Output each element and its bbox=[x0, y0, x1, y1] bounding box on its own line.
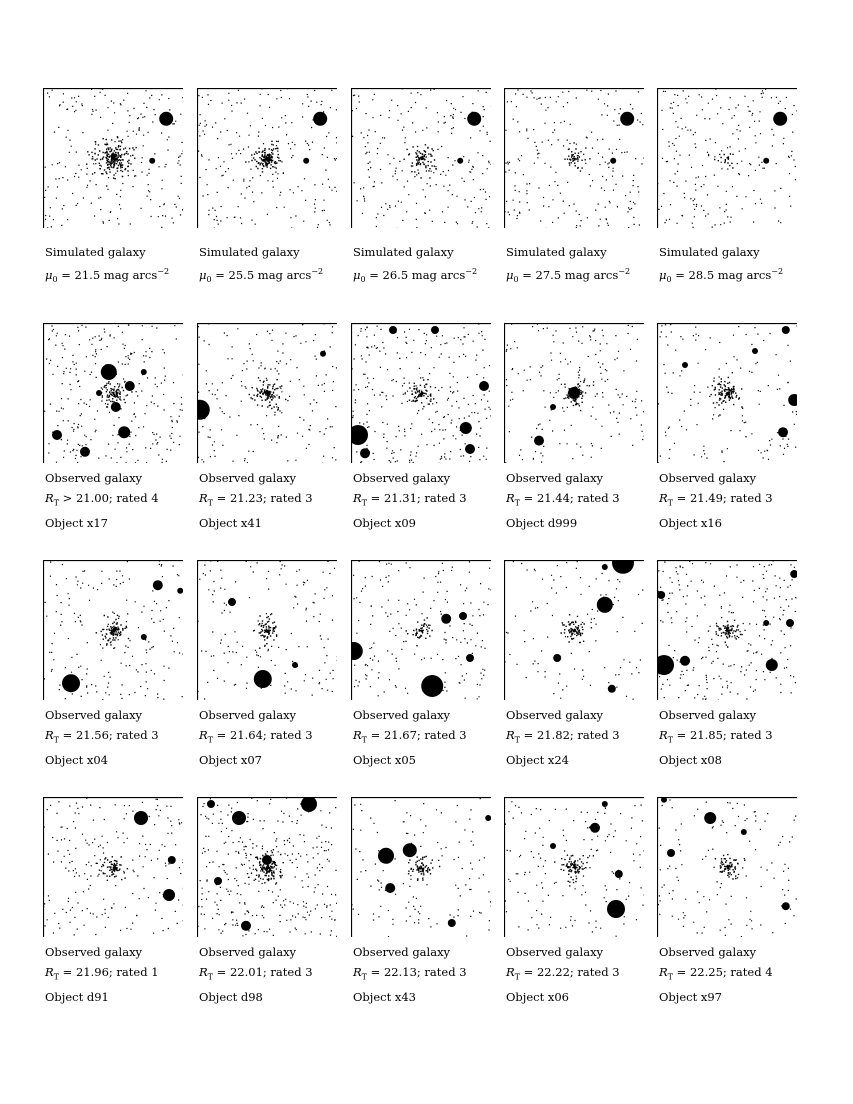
star-4 bbox=[479, 381, 489, 391]
star-2 bbox=[320, 351, 326, 357]
galaxy-image bbox=[197, 560, 337, 700]
caption-object-id: Object x09 bbox=[353, 516, 416, 531]
caption-value: $R_T = 22.22$; rated 3 bbox=[506, 965, 620, 982]
caption-label: Observed galaxy bbox=[659, 945, 757, 959]
caption-object-id: Object x43 bbox=[353, 990, 416, 1005]
panel-image bbox=[43, 323, 183, 463]
caption-value: $\mu_0 = 28.5$ mag arcs$^{-2}$ bbox=[659, 267, 784, 285]
caption-object-id: Object x07 bbox=[199, 753, 262, 768]
star-5 bbox=[465, 444, 475, 454]
caption-label: Observed galaxy bbox=[659, 708, 757, 722]
star-1 bbox=[159, 112, 173, 126]
caption-object-id: Object x08 bbox=[659, 753, 722, 768]
panel-caption bbox=[659, 705, 809, 770]
star-2 bbox=[228, 598, 236, 606]
panel-caption bbox=[506, 242, 656, 290]
caption-label: Observed galaxy bbox=[45, 945, 143, 959]
caption-value: $R_T = 21.85$; rated 3 bbox=[659, 728, 773, 745]
galaxy-image bbox=[43, 797, 183, 937]
galaxy-image bbox=[43, 323, 183, 463]
panel-image bbox=[197, 797, 337, 937]
caption-label: Observed galaxy bbox=[659, 471, 757, 485]
star-3 bbox=[550, 404, 556, 410]
star-1 bbox=[254, 670, 272, 688]
star-3 bbox=[782, 902, 790, 910]
caption-label: Simulated galaxy bbox=[506, 245, 607, 259]
galaxy-image bbox=[197, 797, 337, 937]
galaxy-image bbox=[351, 797, 491, 937]
panel-caption bbox=[659, 242, 809, 290]
galaxy-image bbox=[657, 797, 797, 937]
panel-caption bbox=[45, 468, 195, 533]
caption-label: Observed galaxy bbox=[353, 945, 451, 959]
caption-label: Observed galaxy bbox=[199, 471, 297, 485]
caption-object-id: Object d91 bbox=[45, 990, 109, 1005]
caption-label: Observed galaxy bbox=[506, 471, 604, 485]
star-3 bbox=[766, 659, 778, 671]
panel-caption bbox=[506, 942, 656, 1007]
panel-caption bbox=[45, 705, 195, 770]
galaxy-image bbox=[351, 323, 491, 463]
caption-value: $R_T = 21.44$; rated 3 bbox=[506, 491, 620, 508]
caption-object-id: Object x16 bbox=[659, 516, 722, 531]
panel-caption bbox=[353, 468, 503, 533]
star-2 bbox=[680, 656, 690, 666]
star-1 bbox=[597, 597, 613, 613]
caption-value: $R_T = 21.49$; rated 3 bbox=[659, 491, 773, 508]
caption-value: $R_T = 21.67$; rated 3 bbox=[353, 728, 467, 745]
caption-object-id: Object x04 bbox=[45, 753, 108, 768]
star-1 bbox=[704, 812, 716, 824]
panel-image bbox=[504, 323, 644, 463]
caption-label: Simulated galaxy bbox=[199, 245, 300, 259]
galaxy-image bbox=[197, 323, 337, 463]
star-5 bbox=[752, 348, 758, 354]
star-7 bbox=[431, 326, 439, 334]
star-6 bbox=[389, 326, 397, 334]
star-5 bbox=[118, 426, 130, 438]
caption-value: $\mu_0 = 26.5$ mag arcs$^{-2}$ bbox=[353, 267, 478, 285]
panel-caption bbox=[353, 705, 503, 770]
star-4 bbox=[214, 877, 222, 885]
star-1 bbox=[568, 387, 580, 399]
caption-label: Observed galaxy bbox=[506, 945, 604, 959]
star-2 bbox=[360, 448, 370, 458]
star-8 bbox=[96, 390, 102, 396]
star-3 bbox=[682, 362, 688, 368]
caption-object-id: Object d999 bbox=[506, 516, 578, 531]
panel-caption bbox=[659, 468, 809, 533]
star-5 bbox=[602, 801, 608, 807]
caption-value: $\mu_0 = 25.5$ mag arcs$^{-2}$ bbox=[199, 267, 324, 285]
galaxy-image bbox=[43, 88, 183, 228]
star-6 bbox=[207, 800, 215, 808]
panel-image bbox=[43, 88, 183, 228]
star-3 bbox=[262, 855, 272, 865]
star-5 bbox=[602, 564, 608, 570]
star-2 bbox=[457, 158, 463, 164]
star-3 bbox=[385, 883, 395, 893]
caption-value: $R_T = 21.23$; rated 3 bbox=[199, 491, 313, 508]
panel-caption bbox=[353, 242, 503, 290]
panel-caption bbox=[199, 942, 349, 1007]
panel-image bbox=[657, 323, 797, 463]
star-3 bbox=[168, 856, 176, 864]
panel-image bbox=[504, 797, 644, 937]
caption-value: $R_T = 21.31$; rated 3 bbox=[353, 491, 467, 508]
panel-caption bbox=[199, 705, 349, 770]
panel-caption bbox=[353, 942, 503, 1007]
star-4 bbox=[608, 685, 616, 693]
panel-caption bbox=[506, 468, 656, 533]
caption-object-id: Object x06 bbox=[506, 990, 569, 1005]
caption-value: $R_T = 21.96$; rated 1 bbox=[45, 965, 159, 982]
galaxy-image bbox=[43, 560, 183, 700]
galaxy-image bbox=[657, 560, 797, 700]
panel-image bbox=[197, 560, 337, 700]
galaxy-image bbox=[657, 323, 797, 463]
star-2 bbox=[667, 849, 675, 857]
caption-object-id: Object x41 bbox=[199, 516, 262, 531]
caption-label: Observed galaxy bbox=[45, 471, 143, 485]
panel-caption bbox=[199, 468, 349, 533]
star-2 bbox=[149, 158, 155, 164]
panel-image bbox=[43, 797, 183, 937]
galaxy-image bbox=[197, 88, 337, 228]
star-1 bbox=[421, 675, 443, 697]
galaxy-image bbox=[351, 88, 491, 228]
caption-label: Simulated galaxy bbox=[353, 245, 454, 259]
star-1 bbox=[773, 112, 787, 126]
star-3 bbox=[460, 422, 472, 434]
panel-caption bbox=[199, 242, 349, 290]
star-6 bbox=[657, 591, 665, 599]
star-2 bbox=[163, 889, 175, 901]
caption-value: $R_T = 21.56$; rated 3 bbox=[45, 728, 159, 745]
star-4 bbox=[786, 619, 794, 627]
galaxy-image bbox=[504, 797, 644, 937]
caption-object-id: Object d98 bbox=[199, 990, 263, 1005]
star-1 bbox=[313, 112, 327, 126]
caption-label: Observed galaxy bbox=[353, 471, 451, 485]
star-4 bbox=[466, 654, 474, 662]
star-5 bbox=[485, 815, 491, 821]
caption-object-id: Object x97 bbox=[659, 990, 722, 1005]
star-1 bbox=[62, 674, 80, 692]
star-1 bbox=[101, 364, 117, 380]
panel-image bbox=[504, 560, 644, 700]
star-2 bbox=[534, 436, 544, 446]
caption-value: $R_T = 22.25$; rated 4 bbox=[659, 965, 773, 982]
caption-object-id: Object x05 bbox=[353, 753, 416, 768]
star-4 bbox=[741, 829, 747, 835]
star-7 bbox=[80, 447, 90, 457]
caption-label: Observed galaxy bbox=[199, 708, 297, 722]
galaxy-image bbox=[504, 560, 644, 700]
galaxy-image bbox=[351, 560, 491, 700]
caption-label: Observed galaxy bbox=[45, 708, 143, 722]
caption-value: $R_T = 21.82$; rated 3 bbox=[506, 728, 620, 745]
panel-image bbox=[351, 88, 491, 228]
panel-image bbox=[351, 560, 491, 700]
panel-caption bbox=[659, 942, 809, 1007]
galaxy-image bbox=[504, 88, 644, 228]
panel-image bbox=[197, 88, 337, 228]
star-2 bbox=[403, 843, 417, 857]
star-3 bbox=[177, 588, 183, 594]
star-3 bbox=[459, 612, 467, 620]
star-4 bbox=[141, 634, 147, 640]
star-7 bbox=[763, 620, 769, 626]
star-2 bbox=[590, 823, 600, 833]
star-1 bbox=[620, 112, 634, 126]
caption-value: $R_T > 21.00$; rated 4 bbox=[45, 491, 159, 508]
star-4 bbox=[550, 843, 556, 849]
star-2 bbox=[303, 158, 309, 164]
star-1 bbox=[467, 112, 481, 126]
star-2 bbox=[441, 614, 451, 624]
star-2 bbox=[125, 381, 135, 391]
panel-caption bbox=[45, 942, 195, 1007]
caption-value: $R_T = 22.01$; rated 3 bbox=[199, 965, 313, 982]
star-3 bbox=[111, 402, 121, 412]
caption-label: Simulated galaxy bbox=[659, 245, 760, 259]
panel-image bbox=[351, 323, 491, 463]
caption-value: $R_T = 22.13$; rated 3 bbox=[353, 965, 467, 982]
star-2 bbox=[232, 811, 246, 825]
star-4 bbox=[448, 919, 456, 927]
caption-value: $\mu_0 = 21.5$ mag arcs$^{-2}$ bbox=[45, 267, 170, 285]
star-4 bbox=[141, 369, 147, 375]
caption-label: Simulated galaxy bbox=[45, 245, 146, 259]
caption-value: $R_T = 21.64$; rated 3 bbox=[199, 728, 313, 745]
panel-image bbox=[197, 323, 337, 463]
panel-image bbox=[351, 797, 491, 937]
star-1 bbox=[607, 900, 625, 918]
star-6 bbox=[52, 430, 62, 440]
panel-image bbox=[43, 560, 183, 700]
star-1 bbox=[134, 811, 148, 825]
panel-image bbox=[657, 88, 797, 228]
panel-image bbox=[657, 797, 797, 937]
star-2 bbox=[610, 158, 616, 164]
star-4 bbox=[782, 326, 790, 334]
panel-image bbox=[504, 88, 644, 228]
star-3 bbox=[615, 870, 623, 878]
panel-caption bbox=[506, 705, 656, 770]
star-3 bbox=[553, 654, 561, 662]
panel-image bbox=[657, 560, 797, 700]
caption-value: $\mu_0 = 27.5$ mag arcs$^{-2}$ bbox=[506, 267, 631, 285]
caption-label: Observed galaxy bbox=[353, 708, 451, 722]
caption-object-id: Object x24 bbox=[506, 753, 569, 768]
star-1 bbox=[378, 848, 394, 864]
star-5 bbox=[241, 921, 251, 931]
star-3 bbox=[292, 662, 298, 668]
caption-label: Observed galaxy bbox=[199, 945, 297, 959]
caption-label: Observed galaxy bbox=[506, 708, 604, 722]
star-2 bbox=[763, 158, 769, 164]
star-2 bbox=[778, 427, 788, 437]
star-2 bbox=[153, 580, 163, 590]
galaxy-image bbox=[657, 88, 797, 228]
galaxy-image bbox=[504, 323, 644, 463]
caption-object-id: Object x17 bbox=[45, 516, 108, 531]
panel-caption bbox=[45, 242, 195, 290]
